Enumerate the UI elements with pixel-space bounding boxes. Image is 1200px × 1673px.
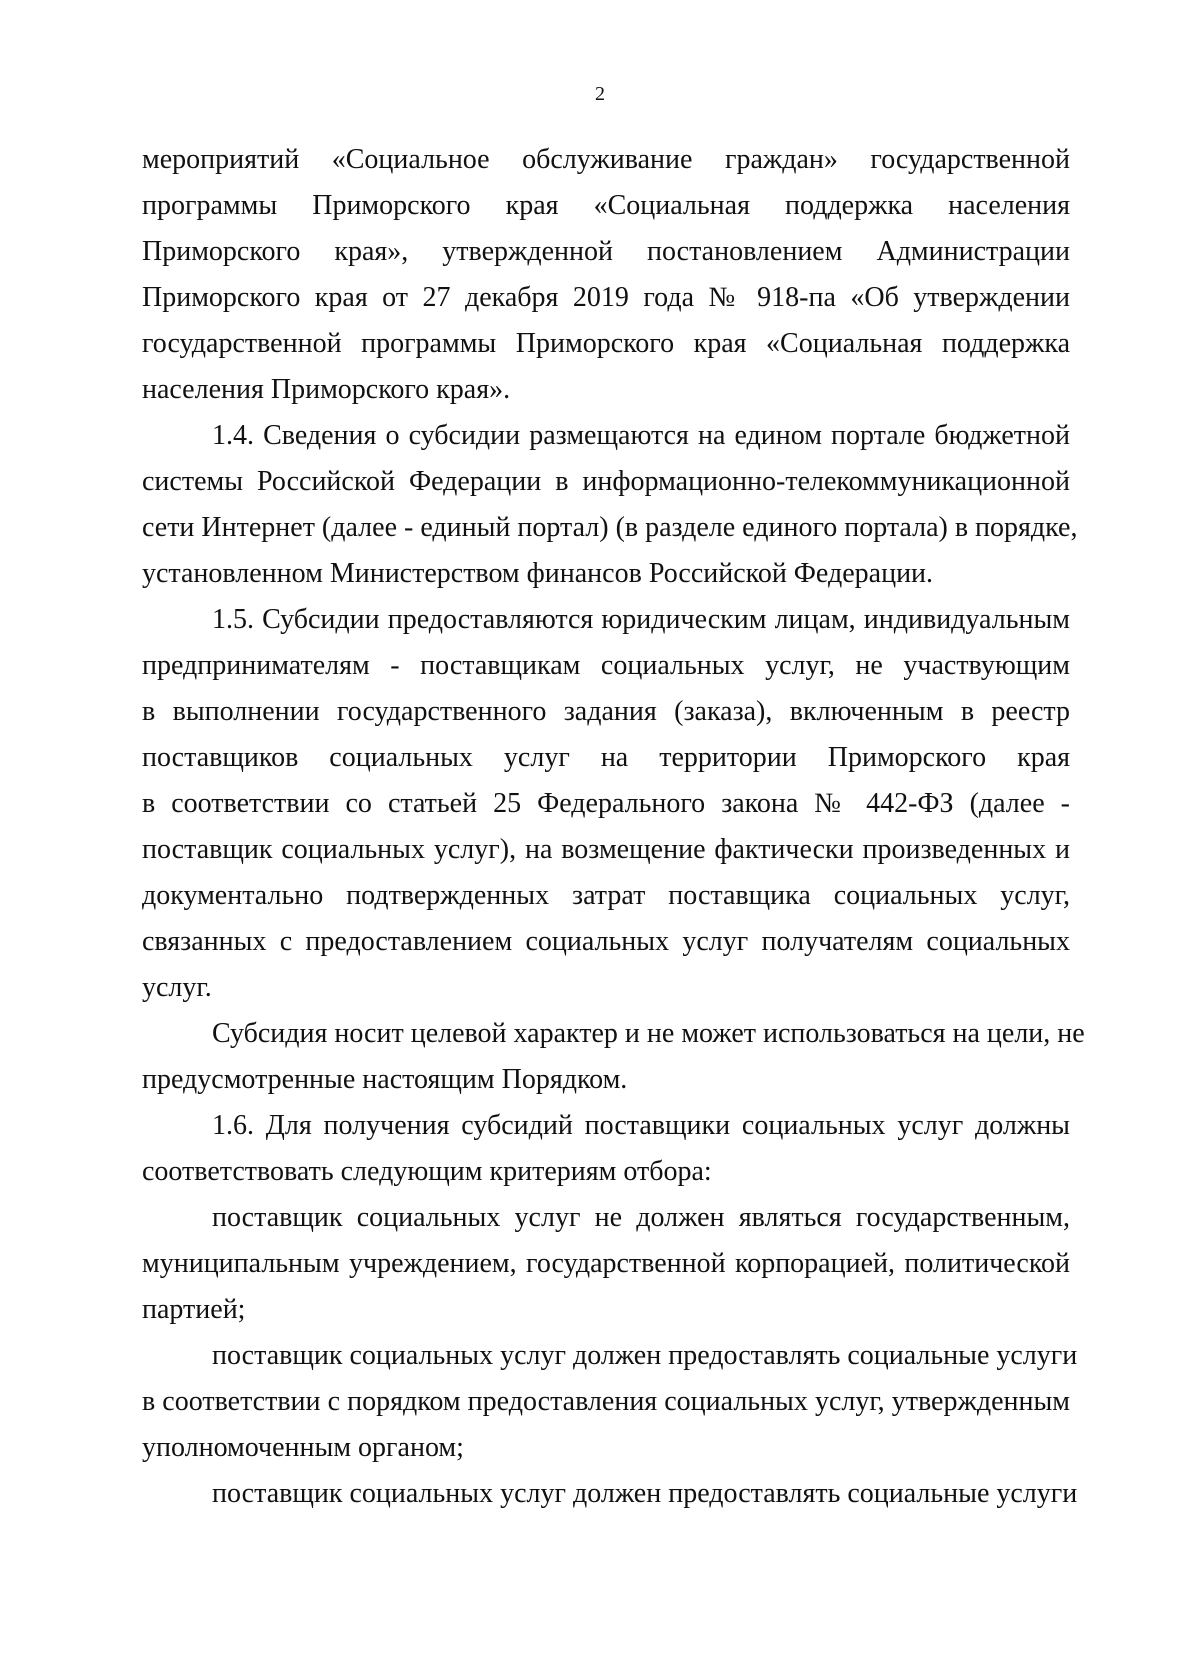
text-line: системы Российской Федерации в информационно-телекоммуникационной — [142, 466, 1070, 497]
paragraph-criterion-1 — [142, 1195, 1070, 1333]
page-number: 2 — [595, 83, 605, 105]
text-line: в соответствии с порядком предоставления социальных услуг, утвержденным — [142, 1386, 1070, 1417]
text-line: партией; — [142, 1294, 246, 1325]
text-line: поставщик социальных услуг должен предоставлять социальные услуги — [212, 1340, 1078, 1371]
text-line: связанных с предоставлением социальных услуг получателям социальных — [142, 926, 1070, 957]
text-line: мероприятий «Социальное обслуживание граждан» государственной — [142, 144, 1070, 175]
text-line: услуг. — [142, 972, 212, 1003]
text-line: государственной программы Приморского края «Социальная поддержка — [142, 328, 1070, 359]
paragraph-criterion-3 — [142, 1471, 1078, 1517]
text-line: населения Приморского края». — [142, 374, 511, 405]
text-line: поставщик социальных услуг), на возмещение фактически произведенных и — [142, 834, 1070, 865]
text-line: программы Приморского края «Социальная поддержка населения — [142, 190, 1070, 221]
paragraph-1-5 — [142, 597, 1070, 1011]
paragraph-criterion-2 — [142, 1333, 1078, 1471]
text-line: в соответствии со статьей 25 Федерального закона № 442-ФЗ (далее - — [142, 788, 1070, 819]
text-line: соответствовать следующим критериям отбора: — [142, 1156, 712, 1187]
paragraph-program-reference — [142, 137, 1070, 413]
text-line: муниципальным учреждением, государственной корпорацией, политической — [142, 1248, 1070, 1279]
text-line: документально подтвержденных затрат поставщика социальных услуг, — [142, 880, 1070, 911]
document-body — [142, 137, 1085, 1517]
paragraph-1-4 — [142, 413, 1078, 597]
text-line: поставщик социальных услуг не должен являться государственным, — [212, 1202, 1070, 1233]
paragraph-subsidy-purpose — [142, 1011, 1085, 1103]
text-line: поставщик социальных услуг должен предоставлять социальные услуги — [212, 1478, 1078, 1509]
text-line: предусмотренные настоящим Порядком. — [142, 1064, 628, 1095]
text-line: 1.6. Для получения субсидий поставщики социальных услуг должны — [212, 1110, 1070, 1141]
text-line: 1.5. Субсидии предоставляются юридическим лицам, индивидуальным — [212, 604, 1070, 635]
text-line: сети Интернет (далее - единый портал) (в разделе единого портала) в порядке, — [142, 512, 1078, 543]
text-line: предпринимателям - поставщикам социальных услуг, не участвующим — [142, 650, 1070, 681]
text-line: Субсидия носит целевой характер и не может использоваться на цели, не — [212, 1018, 1085, 1049]
text-line: установленном Министерством финансов Российской Федерации. — [142, 558, 934, 589]
text-line: Приморского края от 27 декабря 2019 года № 918-па «Об утверждении — [142, 282, 1070, 313]
text-line: уполномоченным органом; — [142, 1432, 464, 1463]
paragraph-1-6 — [142, 1103, 1070, 1195]
text-line: в выполнении государственного задания (заказа), включенным в реестр — [142, 696, 1070, 727]
text-line: поставщиков социальных услуг на территории Приморского края — [142, 742, 1070, 773]
text-line: Приморского края», утвержденной постановлением Администрации — [142, 236, 1070, 267]
text-line: 1.4. Сведения о субсидии размещаются на едином портале бюджетной — [212, 420, 1070, 451]
